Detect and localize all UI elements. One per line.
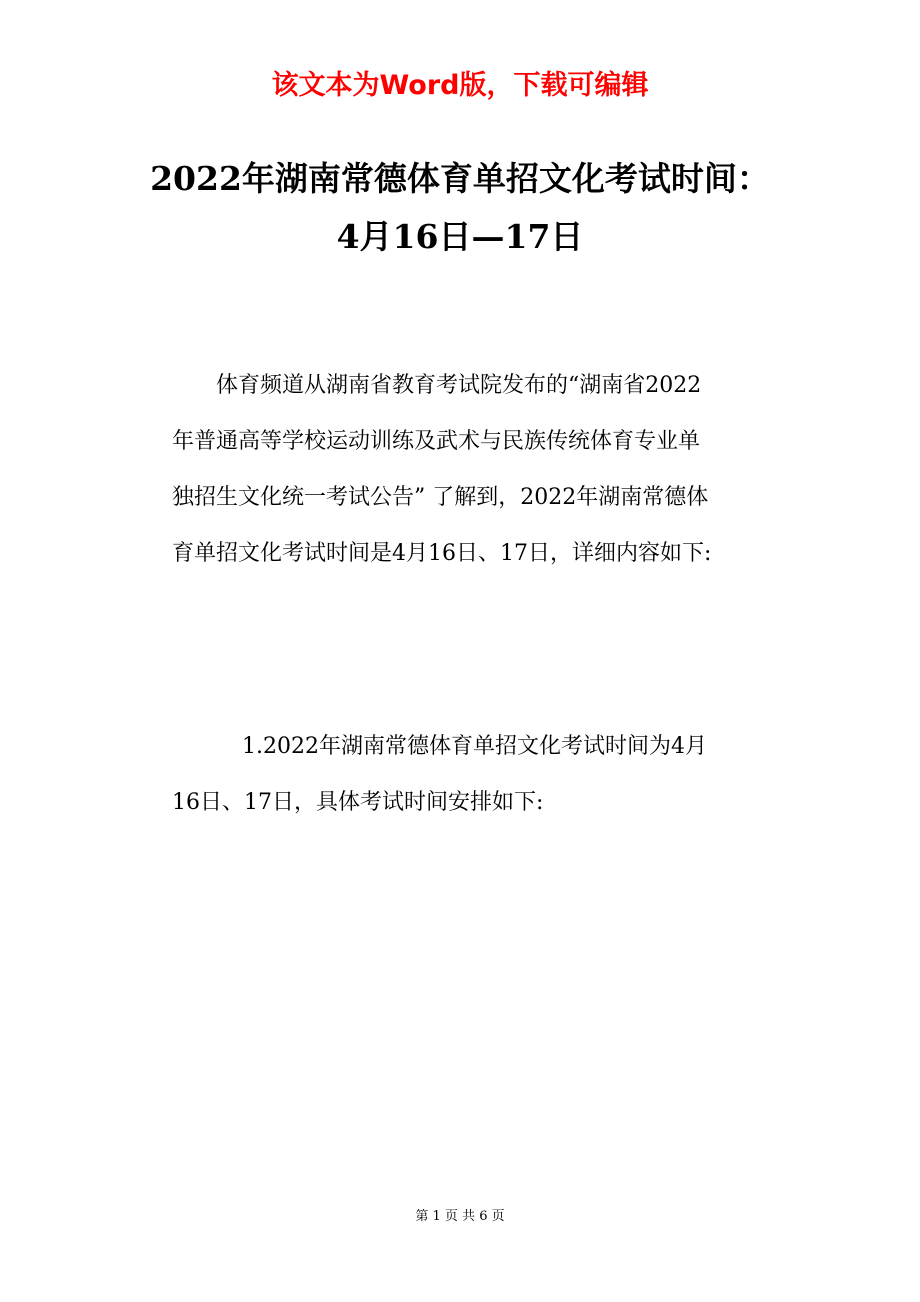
paragraph-line: 独招生文化统一考试公告” 了解到，2022年湖南常德体 — [172, 485, 709, 510]
paragraph-line: 年普通高等学校运动训练及武术与民族传统体育专业单 — [172, 429, 701, 454]
document-title — [0, 150, 920, 266]
document-title-line-1: 2022年湖南常德体育单招文化考试时间： — [150, 159, 770, 198]
paragraph-line: 1.2022年湖南常德体育单招文化考试时间为4月 — [242, 734, 707, 759]
paragraph-line: 16日、17日，具体考试时间安排如下: — [172, 790, 544, 815]
document-title-line-2: 4月16日—17日 — [336, 217, 584, 256]
intro-paragraph — [172, 358, 784, 582]
word-version-notice: 该文本为Word版，下载可编辑 — [271, 70, 649, 101]
paragraph-line: 体育频道从湖南省教育考试院发布的“湖南省2022 — [216, 373, 702, 398]
item-1-paragraph — [172, 719, 784, 831]
paragraph-line: 育单招文化考试时间是4月16日、17日，详细内容如下: — [172, 541, 712, 566]
page-number-footer: 第 1 页 共 6 页 — [415, 1209, 505, 1224]
